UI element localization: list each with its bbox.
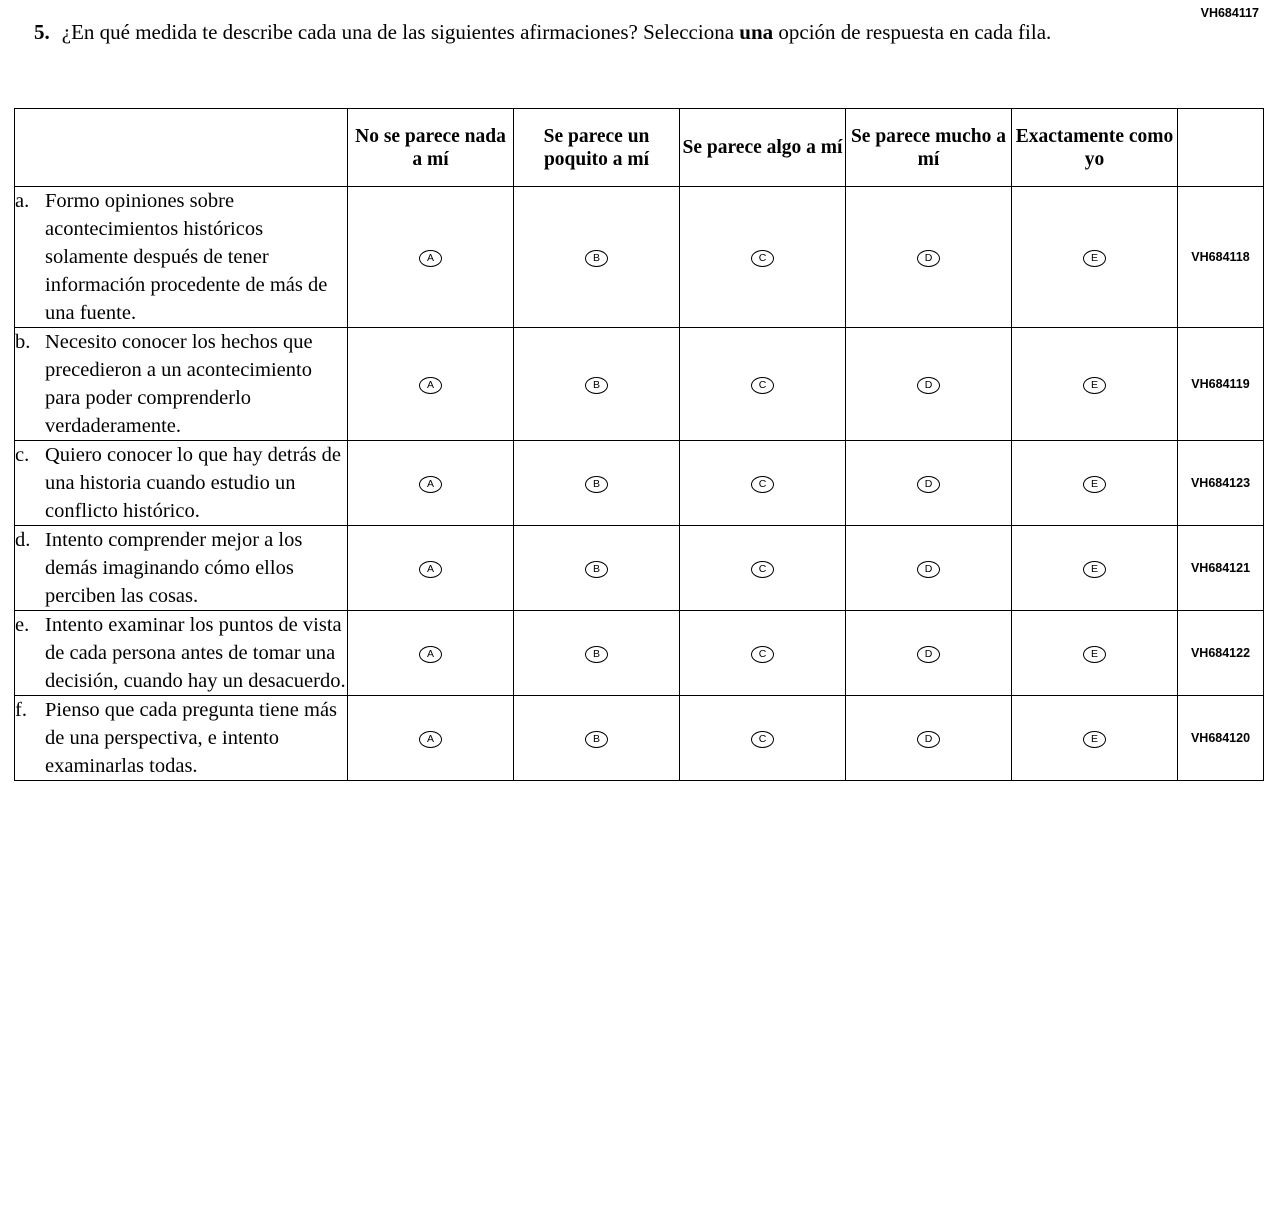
- question-text-emphasis: una: [739, 20, 774, 44]
- page-item-code: VH684117: [1200, 6, 1259, 20]
- radio-cell-f-3[interactable]: [680, 696, 846, 781]
- response-matrix: [14, 108, 1264, 781]
- radio-bubble-d[interactable]: D: [917, 561, 940, 578]
- radio-cell-c-3[interactable]: [680, 441, 846, 526]
- row-item-code: VH684119: [1178, 328, 1264, 441]
- radio-bubble-a[interactable]: A: [419, 731, 442, 748]
- radio-cell-b-1[interactable]: [348, 328, 514, 441]
- radio-cell-e-1[interactable]: [348, 611, 514, 696]
- radio-bubble-d[interactable]: D: [917, 646, 940, 663]
- question-text-part1: ¿En qué medida te describe cada una de las siguientes afirmaciones? Selecciona: [61, 20, 740, 44]
- radio-bubble-b[interactable]: B: [585, 250, 608, 267]
- table-row: [15, 611, 1264, 696]
- radio-cell-e-5[interactable]: [1012, 611, 1178, 696]
- radio-bubble-e[interactable]: E: [1083, 731, 1106, 748]
- radio-bubble-e[interactable]: E: [1083, 377, 1106, 394]
- radio-cell-c-1[interactable]: [348, 441, 514, 526]
- statement-text: Necesito conocer los hechos que precedieron a un acontecimiento para poder comprenderlo verdaderamente.: [45, 331, 313, 437]
- question-text-part2: opción de respuesta en cada fila.: [773, 20, 1052, 44]
- radio-bubble-b[interactable]: B: [585, 731, 608, 748]
- radio-bubble-a[interactable]: A: [419, 646, 442, 663]
- radio-cell-c-5[interactable]: [1012, 441, 1178, 526]
- row-item-code: VH684123: [1178, 441, 1264, 526]
- radio-bubble-e[interactable]: E: [1083, 250, 1106, 267]
- statement-letter: e.: [15, 614, 30, 636]
- statement-cell-e: [15, 611, 348, 696]
- statement-cell-d: [15, 526, 348, 611]
- radio-bubble-e[interactable]: E: [1083, 561, 1106, 578]
- radio-cell-e-3[interactable]: [680, 611, 846, 696]
- radio-bubble-d[interactable]: D: [917, 377, 940, 394]
- table-row: [15, 441, 1264, 526]
- radio-cell-f-1[interactable]: [348, 696, 514, 781]
- radio-cell-a-3[interactable]: [680, 187, 846, 328]
- radio-cell-d-1[interactable]: [348, 526, 514, 611]
- radio-bubble-b[interactable]: B: [585, 476, 608, 493]
- header-option-d: Se parece mucho a mí: [846, 109, 1012, 187]
- statement-cell-f: [15, 696, 348, 781]
- header-code-column: [1178, 109, 1264, 187]
- radio-bubble-c[interactable]: C: [751, 250, 774, 267]
- statement-letter: b.: [15, 331, 31, 353]
- header-option-b: Se parece un poquito a mí: [514, 109, 680, 187]
- row-item-code: VH684122: [1178, 611, 1264, 696]
- radio-bubble-b[interactable]: B: [585, 646, 608, 663]
- header-option-c: Se parece algo a mí: [680, 109, 846, 187]
- radio-cell-b-4[interactable]: [846, 328, 1012, 441]
- radio-bubble-a[interactable]: A: [419, 561, 442, 578]
- radio-bubble-d[interactable]: D: [917, 250, 940, 267]
- statement-cell-b: [15, 328, 348, 441]
- statement-text: Formo opiniones sobre acontecimientos históricos solamente después de tener información procedente de más de una fuente.: [45, 190, 328, 324]
- radio-cell-d-5[interactable]: [1012, 526, 1178, 611]
- radio-cell-c-4[interactable]: [846, 441, 1012, 526]
- question-number: 5.: [34, 20, 50, 44]
- statement-cell-c: [15, 441, 348, 526]
- table-row: [15, 526, 1264, 611]
- radio-cell-e-2[interactable]: [514, 611, 680, 696]
- radio-bubble-c[interactable]: C: [751, 476, 774, 493]
- radio-cell-f-5[interactable]: [1012, 696, 1178, 781]
- radio-bubble-c[interactable]: C: [751, 377, 774, 394]
- header-option-e: Exactamente como yo: [1012, 109, 1178, 187]
- radio-bubble-a[interactable]: A: [419, 476, 442, 493]
- statement-text: Quiero conocer lo que hay detrás de una historia cuando estudio un conflicto histórico.: [45, 444, 341, 522]
- radio-cell-f-2[interactable]: [514, 696, 680, 781]
- statement-text: Intento comprender mejor a los demás imaginando cómo ellos perciben las cosas.: [45, 529, 303, 607]
- radio-cell-a-4[interactable]: [846, 187, 1012, 328]
- radio-cell-a-1[interactable]: [348, 187, 514, 328]
- radio-bubble-e[interactable]: E: [1083, 476, 1106, 493]
- radio-bubble-c[interactable]: C: [751, 561, 774, 578]
- question-prompt: [34, 18, 1154, 46]
- statement-letter: a.: [15, 190, 30, 212]
- header-option-a: No se parece nada a mí: [348, 109, 514, 187]
- row-item-code: VH684118: [1178, 187, 1264, 328]
- radio-bubble-a[interactable]: A: [419, 377, 442, 394]
- radio-cell-f-4[interactable]: [846, 696, 1012, 781]
- radio-cell-c-2[interactable]: [514, 441, 680, 526]
- radio-bubble-b[interactable]: B: [585, 561, 608, 578]
- statement-letter: d.: [15, 529, 31, 551]
- radio-bubble-c[interactable]: C: [751, 731, 774, 748]
- radio-bubble-c[interactable]: C: [751, 646, 774, 663]
- radio-bubble-b[interactable]: B: [585, 377, 608, 394]
- radio-cell-a-5[interactable]: [1012, 187, 1178, 328]
- statement-text: Intento examinar los puntos de vista de cada persona antes de tomar una decisión, cuando hay un desacuerdo.: [45, 614, 346, 692]
- table-row: [15, 328, 1264, 441]
- statement-letter: c.: [15, 444, 30, 466]
- matrix-header-row: [15, 109, 1264, 187]
- statement-letter: f.: [15, 699, 27, 721]
- radio-cell-b-3[interactable]: [680, 328, 846, 441]
- question-text: [62, 18, 1092, 46]
- radio-bubble-e[interactable]: E: [1083, 646, 1106, 663]
- radio-cell-a-2[interactable]: [514, 187, 680, 328]
- header-statement-column: [15, 109, 348, 187]
- statement-cell-a: [15, 187, 348, 328]
- radio-cell-b-5[interactable]: [1012, 328, 1178, 441]
- statement-text: Pienso que cada pregunta tiene más de una perspectiva, e intento examinarlas todas.: [45, 699, 338, 777]
- radio-cell-d-2[interactable]: [514, 526, 680, 611]
- radio-cell-e-4[interactable]: [846, 611, 1012, 696]
- radio-bubble-d[interactable]: D: [917, 476, 940, 493]
- row-item-code: VH684121: [1178, 526, 1264, 611]
- radio-bubble-d[interactable]: D: [917, 731, 940, 748]
- radio-cell-d-4[interactable]: [846, 526, 1012, 611]
- row-item-code: VH684120: [1178, 696, 1264, 781]
- table-row: [15, 187, 1264, 328]
- radio-cell-b-2[interactable]: [514, 328, 680, 441]
- radio-cell-d-3[interactable]: [680, 526, 846, 611]
- table-row: [15, 696, 1264, 781]
- radio-bubble-a[interactable]: A: [419, 250, 442, 267]
